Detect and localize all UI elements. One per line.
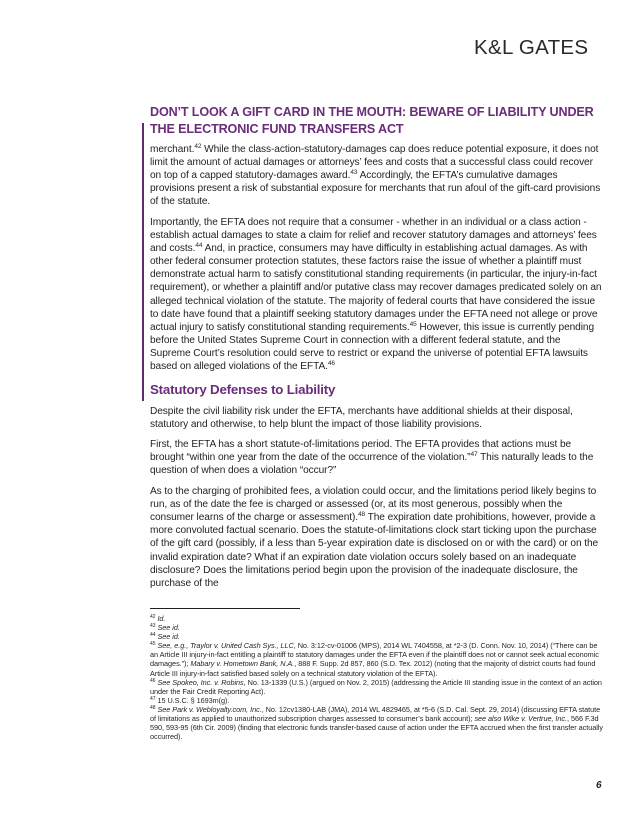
footnote-48 [150,705,606,741]
footnote-ref[interactable]: 42 [194,143,202,150]
footnote-text: See id. [157,623,180,633]
footnote-number: 44 [150,632,156,639]
footnotes [150,614,606,741]
paragraph-5 [150,485,602,590]
footnote-43 [150,623,606,632]
text-run: Importantly, the EFTA does not require that a consumer - whether in an individual or a class action - establish actual damages to state a claim for relief and recover statutory damages and attorneys’ fees and costs. [150,216,597,255]
footnote-text: , No. 3:12-cv-01006 (MPS), 2014 WL 7404558, at *2-3 (D. Conn. Nov. 10, 2014) (“There can be an Article III injury-in-fact entitling a plaintiff to statutory damages under the EFTA even if the plaintiff does not or cannot seek actual economic damages.”); [150,641,599,669]
case-citation: See Park v. Webloyalty.com, Inc. [157,704,262,714]
footnote-47 [150,696,606,705]
footnote-number: 47 [150,695,156,702]
paragraph-3: Despite the civil liability risk under the EFTA, merchants have additional shields at their disposal, statutory and otherwise, to help blunt the impact of those liability provisions. [150,405,573,430]
footnote-44 [150,632,606,641]
footnote-number: 42 [150,614,156,620]
footnote-ref[interactable]: 43 [350,169,358,177]
text-run: However, this issue is currently pending before the United States Supreme Court in connection with a different federal statute, and the Supreme Court’s resolution could serve to restrict or expand the universe of potential EFTA lawsuits based on alleged violations of the EFTA. [150,321,595,372]
footnote-45 [150,641,606,677]
text-run: merchant. [150,144,195,155]
footnote-text: , No. 12cv1380-LAB (JMA), 2014 WL 4829465, at *5-6 (S.D. Cal. Sept. 29, 2014) (discussing EFTA statute of limitations as applied to unauthorized subscription charges assessed to consumer’s bank account); [150,704,601,724]
footnote-separator [150,608,300,609]
footnote-text: 15 U.S.C. § 1693m(g). [157,695,230,705]
text-run: And, in practice, consumers may have difficulty in establishing actual damages. As with other federal consumer protection statutes, these factors raise the issue of whether a plaintiff must demonstrate actual harm to satisfy constitutional standing requirements (in particular, the injury-in-fact requirement), or whether a plaintiff and/or putative class may recover damages predicated solely on an alleged technical violation of the statute. The majority of federal courts that have considered the issue to date have found that a plaintiff seeking statutory damages under the EFTA need not allege or prove actual injury to satisfy constitutional standing requirements. [150,243,602,333]
case-citation: See Spokeo, Inc. v. Robins [157,677,244,687]
text-run: While the class-action-statutory-damages cap does reduce potential exposure, it does not limit the amount of actual damages or attorneys’ fees and costs that a successful class could recover on top of a capped statutory-damages award. [150,144,599,182]
footnote-text: , 888 F. Supp. 2d 857, 860 (S.D. Tex. 2012) (noting that the majority of district courts had found Article III injury-in-fact satisfied based solely on a technical statutory violation of the EFTA). [150,659,596,678]
firm-logo: K&L GATES [474,36,589,59]
text-run: The expiration date prohibitions, however, provide a more convoluted factual scenario. Does the statute-of-limitations clock start ticking upon the purchase of the gift card (possibly, if a less than 5-year expiration date is disclosed on or with the card) or on the invalid expiration date? What if an expiration date violation occurs solely based on an inadequate disclosure? Does the limitations period begin upon the provision of the inadequate disclosure, the purchase of the [150,512,599,589]
article-headline: DON’T LOOK A GIFT CARD IN THE MOUTH: BEWARE OF LIABILITY UNDER THE ELECTRONIC FUND TRANSFERS ACT [150,105,594,136]
text-run: First, the EFTA has a short statute-of-limitations period. The EFTA provides that actions must be brought “within one year from the date of the occurrence of the violation.” [150,439,572,464]
footnote-text: See id. [157,632,180,642]
footnote-46 [150,678,606,696]
case-citation: See, e.g., Traylor v. United Cash Sys., LLC [157,641,294,651]
footnote-text: Id. [157,614,166,623]
paragraph-1 [150,143,602,208]
section-subheading: Statutory Defenses to Liability [150,381,336,397]
footnote-text: , No. 13-1339 (U.S.) (argued on Nov. 2, 2015) (addressing the Article III standing issue in the context of an action under the Fair Credit Reporting Act). [150,677,602,696]
footnote-text: , 566 F.3d 590, 593-95 (6th Cir. 2009) (finding that electronic funds transfer-based cause of action under the EFTA accrued when the first transfer actually occurred). [150,714,603,742]
footnote-ref[interactable]: 45 [409,320,417,328]
paragraph-4 [150,438,602,477]
footnote-ref[interactable]: 48 [358,511,366,519]
footnote-number: 46 [150,677,156,684]
paragraph-2 [150,216,602,373]
heading-accent-rule [142,123,144,401]
footnote-number: 45 [150,641,156,648]
footnote-ref[interactable]: 44 [195,242,203,250]
footnote-42 [150,614,606,623]
case-citation: see also Wike v. Vertrue, Inc. [474,714,567,724]
case-citation: Mabary v. Hometown Bank, N.A. [190,659,295,669]
text-run: Accordingly, the EFTA’s cumulative damages provisions present a risk of substantial exposure for merchants that run afoul of the gift-card provisions of the statute. [150,170,601,208]
footnote-ref[interactable]: 46 [327,360,335,367]
text-run: This naturally leads to the question of when does a violation “occur?” [150,452,594,477]
footnote-ref[interactable]: 47 [470,451,478,459]
page-number: 6 [596,780,602,791]
article-body [150,143,602,597]
text-run: As to the charging of prohibited fees, a violation could occur, and the limitations period likely begins to run, as of the date the fee is charged or assessed (or, at its most generous, possibly when the consumer learns of the charge or assessment). [150,486,597,524]
footnote-number: 43 [150,623,156,630]
footnote-number: 48 [150,704,156,711]
